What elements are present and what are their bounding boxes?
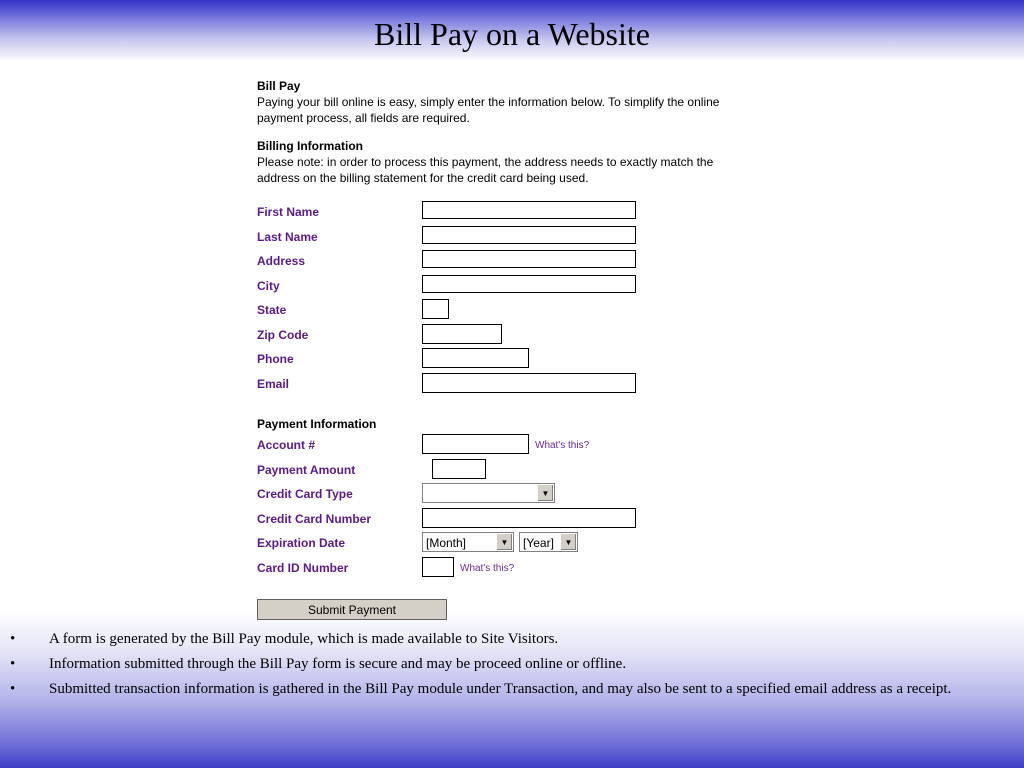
first-name-input[interactable] [422, 201, 636, 219]
address-label: Address [257, 254, 306, 268]
last-name-label: Last Name [257, 230, 318, 244]
expiration-label: Expiration Date [257, 536, 346, 550]
payment-heading: Payment Information [257, 417, 377, 431]
billing-heading: Billing Information [257, 139, 363, 153]
card-id-input[interactable] [422, 557, 454, 577]
city-input[interactable] [422, 275, 636, 293]
card-number-input[interactable] [422, 508, 636, 528]
first-name-label: First Name [257, 205, 320, 219]
form-intro: Paying your bill online is easy, simply enter the information below. To simplify the online payment process, all fields are required. [257, 95, 720, 125]
card-number-label: Credit Card Number [257, 512, 372, 526]
card-id-label: Card ID Number [257, 561, 349, 575]
bullet-glyph: • [10, 631, 16, 647]
billing-note: Please note: in order to process this payment, the address needs to exactly match the address on the billing statement for the credit card being used. [257, 155, 714, 185]
chevron-down-icon: ▼ [537, 485, 553, 501]
bullet-item [10, 655, 1014, 674]
account-input[interactable] [422, 434, 529, 454]
account-whats-this-link[interactable]: What's this? [535, 440, 590, 451]
state-input[interactable] [422, 299, 449, 319]
form-title: Bill Pay [257, 79, 301, 93]
bill-pay-form [257, 78, 757, 617]
month-value: [Month] [426, 536, 467, 550]
bullet-text: A form is generated by the Bill Pay module, which is made available to Site Visitors. [49, 631, 559, 647]
bullet-glyph: • [10, 656, 16, 672]
bullet-glyph: • [10, 681, 16, 697]
address-input[interactable] [422, 250, 636, 268]
chevron-down-icon: ▼ [560, 534, 576, 550]
email-input[interactable] [422, 373, 636, 393]
month-select[interactable] [422, 532, 514, 552]
card-type-select[interactable] [422, 483, 555, 503]
last-name-input[interactable] [422, 226, 636, 244]
card-id-whats-this-link[interactable]: What's this? [460, 563, 515, 574]
state-label: State [257, 303, 287, 317]
bullet-text: Information submitted through the Bill Pay form is secure and may be proceed online or offline. [49, 656, 627, 672]
slide-title: Bill Pay on a Website [374, 16, 650, 52]
city-label: City [257, 279, 280, 293]
bullet-item [10, 630, 1014, 649]
phone-input[interactable] [422, 348, 529, 368]
zip-input[interactable] [422, 324, 502, 344]
email-label: Email [257, 377, 290, 391]
account-label: Account # [257, 438, 316, 452]
year-value: [Year] [523, 536, 554, 550]
submit-payment-button[interactable]: Submit Payment [257, 599, 447, 620]
bullet-list [10, 630, 1014, 705]
bullet-item [10, 680, 1014, 699]
chevron-down-icon: ▼ [496, 534, 512, 550]
year-select[interactable] [519, 532, 578, 552]
card-type-label: Credit Card Type [257, 487, 353, 501]
zip-label: Zip Code [257, 328, 309, 342]
phone-label: Phone [257, 352, 294, 366]
amount-input[interactable] [432, 459, 486, 479]
bullet-text: Submitted transaction information is gathered in the Bill Pay module under Transaction, and may also be sent to a specified email address as a receipt. [49, 681, 952, 697]
amount-label: Payment Amount [257, 463, 356, 477]
